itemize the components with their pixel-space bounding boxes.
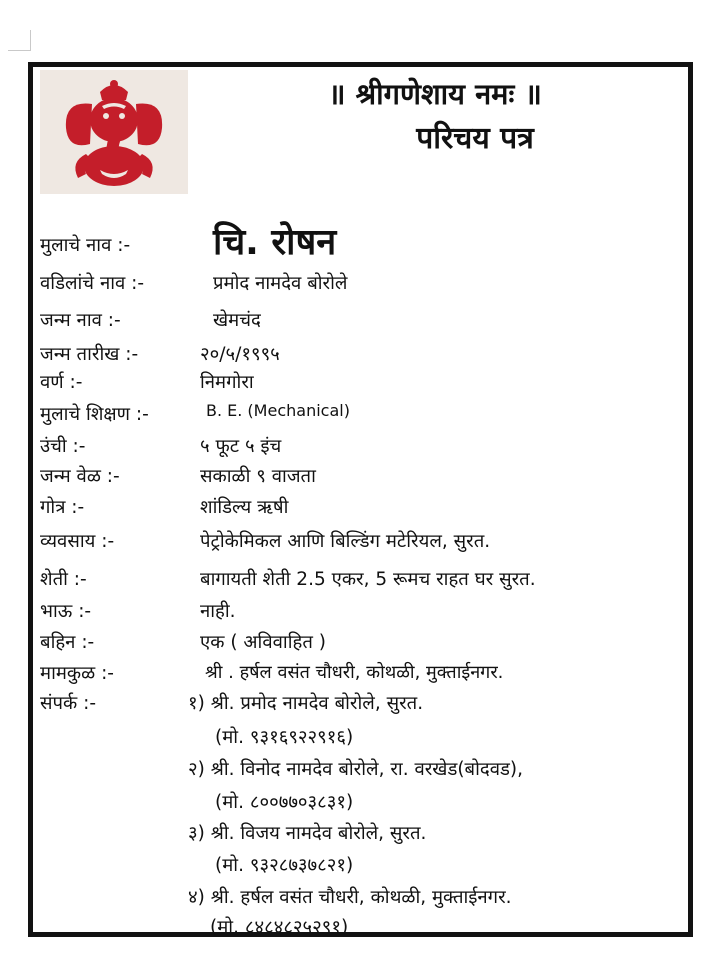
value-complexion: निमगोरा — [200, 372, 254, 393]
label-occupation: व्यवसाय :- — [40, 531, 115, 552]
contact-3-phone: (मो. ९३२८७३७८२१) — [215, 855, 354, 876]
ganesha-icon — [40, 70, 188, 194]
value-height: ५ फूट ५ इंच — [200, 436, 282, 457]
value-occupation: पेट्रोकेमिकल आणि बिल्डिंग मटेरियल, सुरत. — [200, 531, 491, 552]
label-brother: भाऊ :- — [40, 601, 92, 622]
value-birth-name: खेमचंद — [213, 310, 261, 331]
label-education: मुलाचे शिक्षण :- — [40, 404, 149, 425]
value-maternal-family: श्री . हर्षल वसंत चौधरी, कोथळी, मुक्ताईनगर. — [205, 662, 504, 683]
label-birth-name: जन्म नाव :- — [40, 310, 121, 331]
value-birth-time: सकाळी ९ वाजता — [200, 466, 316, 487]
value-son-name: चि. रोषन — [213, 222, 337, 263]
contact-4-name: ४) श्री. हर्षल वसंत चौधरी, कोथळी, मुक्ताईनगर. — [188, 887, 512, 908]
contact-1-name: १) श्री. प्रमोद नामदेव बोरोले, सुरत. — [188, 693, 424, 714]
label-farm: शेती :- — [40, 569, 87, 590]
label-father-name: वडिलांचे नाव :- — [40, 273, 145, 294]
label-complexion: वर्ण :- — [40, 372, 83, 393]
label-height: उंची :- — [40, 436, 86, 457]
value-sister: एक ( अविवाहित ) — [200, 632, 326, 653]
label-gotra: गोत्र :- — [40, 497, 85, 518]
label-birth-time: जन्म वेळ :- — [40, 466, 120, 487]
value-father-name: प्रमोद नामदेव बोरोले — [213, 273, 348, 294]
label-maternal-family: मामकुळ :- — [40, 663, 114, 684]
contact-1-phone: (मो. ९३१६९२२९१६) — [215, 727, 354, 748]
label-birth-date: जन्म तारीख :- — [40, 344, 139, 365]
contact-2-phone: (मो. ८००७७०३८३१) — [215, 792, 354, 813]
value-farm: बागायती शेती 2.5 एकर, 5 रूमच राहत घर सुरत. — [200, 569, 536, 590]
value-education: B. E. (Mechanical) — [206, 401, 350, 420]
invocation-title: ॥ श्रीगणेशाय नमः ॥ — [328, 77, 542, 111]
value-brother: नाही. — [200, 601, 236, 622]
value-gotra: शांडिल्य ऋषी — [200, 497, 289, 518]
page-corner-mark — [8, 30, 31, 51]
page-title: परिचय पत्र — [416, 121, 534, 156]
contact-4-phone: (मो. ८४८४८२५२९१) — [210, 917, 349, 938]
label-son-name: मुलाचे नाव :- — [40, 235, 131, 256]
contact-3-name: ३) श्री. विजय नामदेव बोरोले, सुरत. — [188, 823, 427, 844]
value-birth-date: २०/५/१९९५ — [200, 344, 280, 365]
contact-2-name: २) श्री. विनोद नामदेव बोरोले, रा. वरखेड(बोदवड), — [188, 759, 524, 780]
label-contact: संपर्क :- — [40, 693, 97, 714]
label-sister: बहिन :- — [40, 632, 95, 653]
